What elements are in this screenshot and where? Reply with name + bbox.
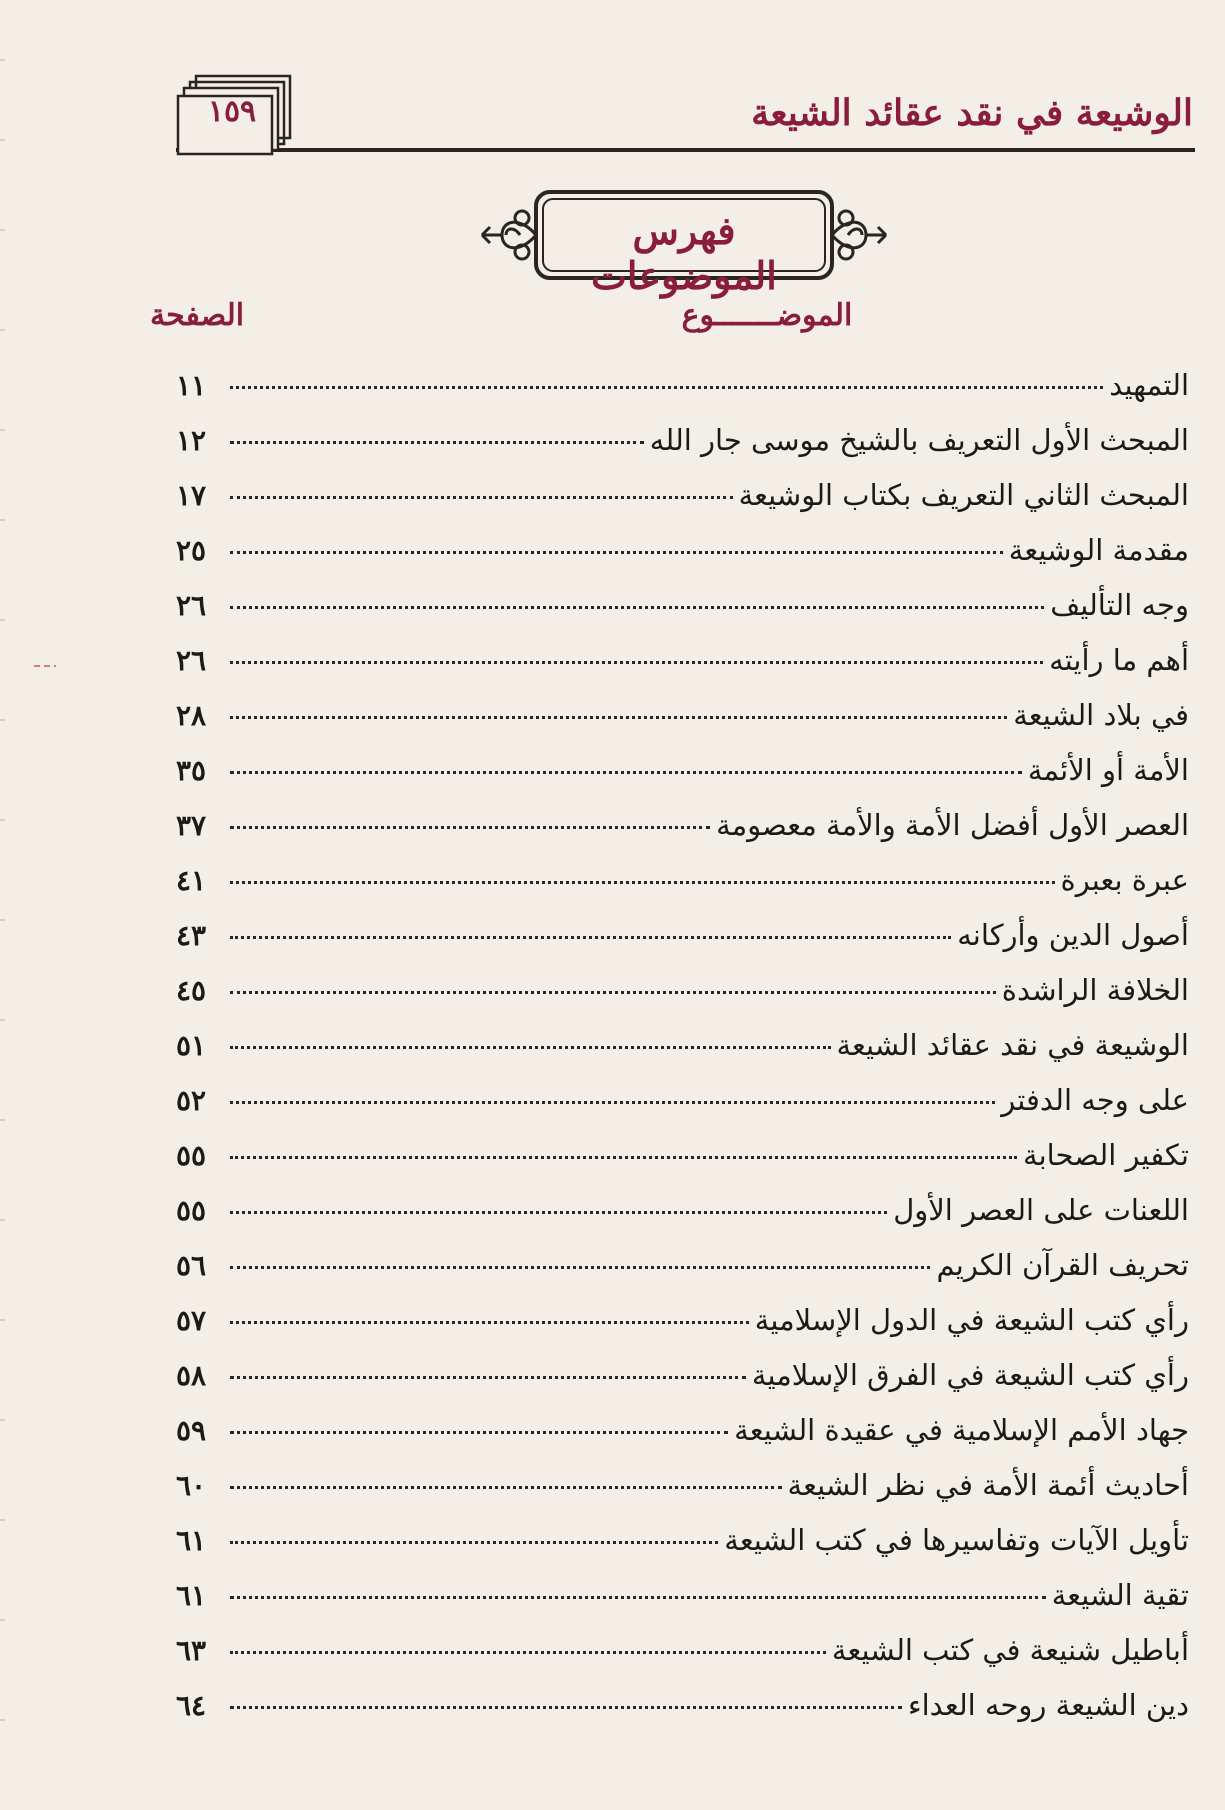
table-of-contents (176, 368, 1189, 1743)
toc-page: ٥٧ (176, 1304, 207, 1337)
dot-leader (230, 770, 1022, 774)
toc-subject: الأمة أو الأئمة (1027, 753, 1189, 787)
dot-leader (230, 1375, 746, 1379)
toc-entry (176, 478, 1189, 533)
page-number: ١٥٩ (207, 94, 257, 129)
toc-page: ٥٩ (176, 1414, 207, 1447)
toc-page: ٢٨ (176, 699, 207, 732)
dot-leader (230, 1430, 728, 1434)
toc-subject: تحريف القرآن الكريم (936, 1248, 1189, 1282)
toc-entry (176, 533, 1189, 588)
scan-edge-ticks (0, 0, 8, 1806)
toc-subject: رأي كتب الشيعة في الفرق الإسلامية (751, 1358, 1189, 1392)
dot-leader (230, 1100, 995, 1104)
dot-leader (230, 605, 1044, 609)
toc-subject: مقدمة الوشيعة (1008, 533, 1189, 567)
toc-subject: في بلاد الشيعة (1013, 698, 1189, 732)
toc-page: ٢٥ (176, 534, 207, 567)
toc-subject: الوشيعة في نقد عقائد الشيعة (836, 1028, 1189, 1062)
dot-leader (230, 440, 644, 444)
ink-speck (34, 664, 56, 668)
toc-subject: على وجه الدفتر (1001, 1083, 1189, 1117)
toc-subject: تكفير الصحابة (1023, 1138, 1189, 1172)
toc-subject: وجه التأليف (1050, 588, 1189, 622)
toc-entry (176, 1138, 1189, 1193)
toc-page: ٦١ (176, 1579, 207, 1612)
toc-subject: الخلافة الراشدة (1001, 973, 1189, 1007)
toc-entry (176, 753, 1189, 808)
dot-leader (230, 1155, 1017, 1159)
toc-subject: عبرة بعبرة (1060, 863, 1189, 897)
toc-subject: المبحث الثاني التعريف بكتاب الوشيعة (738, 478, 1189, 512)
dot-leader (230, 880, 1055, 884)
toc-subject: المبحث الأول التعريف بالشيخ موسى جار الله (649, 423, 1189, 457)
toc-page: ٦٤ (176, 1689, 207, 1722)
toc-subject: أصول الدين وأركانه (957, 918, 1189, 952)
toc-page: ٦٠ (176, 1469, 207, 1502)
dot-leader (230, 1705, 902, 1709)
toc-page: ٢٦ (176, 644, 207, 677)
toc-entry (176, 1633, 1189, 1688)
toc-entry (176, 863, 1189, 918)
toc-page: ٣٥ (176, 754, 207, 787)
toc-entry (176, 1468, 1189, 1523)
toc-page: ٤٥ (176, 974, 207, 1007)
toc-subject: التمهيد (1109, 368, 1189, 402)
toc-subject: تأويل الآيات وتفاسيرها في كتب الشيعة (724, 1523, 1189, 1557)
toc-page: ٦٣ (176, 1634, 207, 1667)
toc-subject: تقية الشيعة (1051, 1578, 1189, 1612)
dot-leader (230, 825, 710, 829)
toc-entry (176, 1248, 1189, 1303)
index-title-ornament (476, 186, 892, 298)
header-rule (176, 148, 1195, 152)
toc-entry (176, 1523, 1189, 1578)
toc-subject: رأي كتب الشيعة في الدول الإسلامية (754, 1303, 1189, 1337)
toc-entry (176, 1028, 1189, 1083)
page-number-box (176, 72, 294, 156)
toc-page: ٥٦ (176, 1249, 207, 1282)
toc-entry (176, 1358, 1189, 1413)
toc-page: ٥١ (176, 1029, 207, 1062)
toc-page: ١٢ (176, 424, 207, 457)
dot-leader (230, 385, 1103, 389)
toc-page: ٢٦ (176, 589, 207, 622)
toc-entry (176, 643, 1189, 698)
toc-entry (176, 973, 1189, 1028)
dot-leader (230, 1210, 887, 1214)
toc-entry (176, 423, 1189, 478)
toc-page: ٥٢ (176, 1084, 207, 1117)
toc-entry (176, 1193, 1189, 1248)
running-header-title: الوشيعة في نقد عقائد الشيعة (751, 92, 1193, 134)
dot-leader (230, 550, 1003, 554)
toc-entry (176, 588, 1189, 643)
toc-subject: جهاد الأمم الإسلامية في عقيدة الشيعة (734, 1413, 1189, 1447)
dot-leader (230, 495, 733, 499)
dot-leader (230, 1650, 826, 1654)
toc-entry (176, 808, 1189, 863)
toc-subject: أهم ما رأيته (1049, 643, 1189, 677)
toc-entry (176, 918, 1189, 973)
dot-leader (230, 1540, 718, 1544)
toc-page: ٣٧ (176, 809, 207, 842)
toc-entry (176, 368, 1189, 423)
dot-leader (230, 935, 951, 939)
dot-leader (230, 1320, 749, 1324)
toc-subject: أباطيل شنيعة في كتب الشيعة (831, 1633, 1189, 1667)
dot-leader (230, 660, 1043, 664)
dot-leader (230, 1595, 1046, 1599)
toc-subject: اللعنات على العصر الأول (893, 1193, 1189, 1227)
dot-leader (230, 990, 996, 994)
toc-entry (176, 1688, 1189, 1743)
toc-subject: دين الشيعة روحه العداء (907, 1688, 1189, 1722)
toc-page: ٦١ (176, 1524, 207, 1557)
toc-entry (176, 1413, 1189, 1468)
toc-page: ٥٥ (176, 1194, 207, 1227)
scan-edge (0, 0, 8, 1806)
toc-entry (176, 698, 1189, 753)
toc-entry (176, 1578, 1189, 1633)
toc-entry (176, 1083, 1189, 1138)
dot-leader (230, 715, 1007, 719)
dot-leader (230, 1265, 930, 1269)
dot-leader (230, 1485, 782, 1489)
toc-subject: العصر الأول أفضل الأمة والأمة معصومة (716, 808, 1189, 842)
toc-page: ٤١ (176, 864, 207, 897)
toc-entry (176, 1303, 1189, 1358)
toc-page: ٥٨ (176, 1359, 207, 1392)
dot-leader (230, 1045, 831, 1049)
toc-page: ١١ (176, 369, 207, 402)
toc-page: ١٧ (176, 479, 207, 512)
page-column-heading: الصفحة (150, 298, 245, 333)
subject-column-heading: الموضـــــــوع (681, 298, 853, 333)
toc-page: ٥٥ (176, 1139, 207, 1172)
toc-subject: أحاديث أئمة الأمة في نظر الشيعة (787, 1468, 1189, 1502)
index-title: فهرس الموضوعات (591, 208, 777, 298)
toc-page: ٤٣ (176, 919, 207, 952)
